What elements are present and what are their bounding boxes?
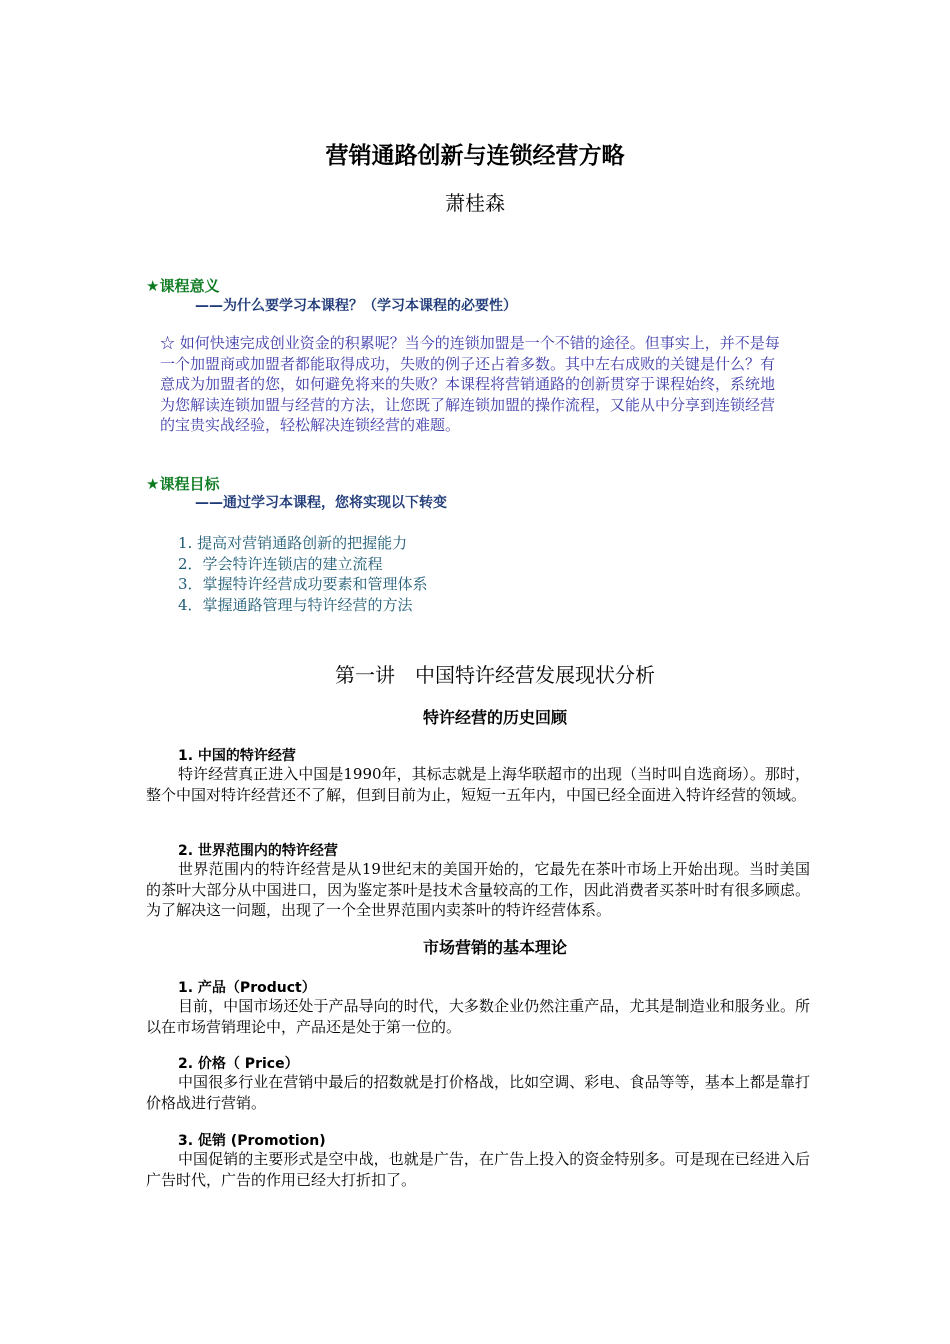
marketing-heading-2: 2. 价格（ Price） — [178, 1056, 299, 1072]
goal-item-4: 4．掌握通路管理与特许经营的方法 — [178, 596, 413, 614]
marketing-text-3: 中国促销的主要形式是空中战，也就是广告，在广告上投入的资金特别多。可是现在已经进入后广告时代，广告的作用已经大打折扣了。 — [146, 1150, 810, 1189]
history-text-2: 世界范围内的特许经营是从19世纪末的美国开始的，它最先在茶叶市场上开始出现。当时美国的茶叶大部分从中国进口，因为鉴定茶叶是技术含量较高的工作，因此消费者买茶叶时有很多顾虑。为了解决这一问题，出现了一个全世界范围内卖茶叶的特许经营体系。 — [146, 860, 810, 919]
history-text-1: 特许经营真正进入中国是1990年，其标志就是上海华联超市的出现（当时叫自选商场）。那时，整个中国对特许经营还不了解，但到目前为止，短短一五年内，中国已经全面进入特许经营的领域。 — [146, 765, 810, 804]
marketing-heading-3: 3. 促销 (Promotion) — [178, 1133, 326, 1149]
goal-item-1: 1. 提高对营销通路创新的把握能力 — [178, 534, 408, 552]
course-goal-heading: ★课程目标 — [146, 475, 220, 493]
document-author: 萧桂森 — [445, 191, 505, 215]
marketing-text-1: 目前，中国市场还处于产品导向的时代，大多数企业仍然注重产品，尤其是制造业和服务业。所以在市场营销理论中，产品还是处于第一位的。 — [146, 997, 810, 1036]
course-meaning-heading: ★课程意义 — [146, 277, 220, 295]
goal-item-3: 3．掌握特许经营成功要素和管理体系 — [178, 575, 428, 593]
history-heading-1: 1. 中国的特许经营 — [178, 748, 296, 764]
course-meaning-paragraph: ☆ 如何快速完成创业资金的积累呢？当今的连锁加盟是一个不错的途径。但事实上，并不是每一个加盟商或加盟者都能取得成功，失败的例子还占着多数。其中左右成败的关键是什么？有意成为加盟者的您，如何避免将来的失败？本课程将营销通路的创新贯穿于课程始终，系统地为您解读连锁加盟与经营的方法，让您既了解连锁加盟的操作流程，又能从中分享到连锁经营的宝贵实战经验，轻松解决连锁经营的难题。 — [160, 334, 780, 435]
marketing-text-2: 中国很多行业在营销中最后的招数就是打价格战，比如空调、彩电、食品等等，基本上都是靠打价格战进行营销。 — [146, 1073, 810, 1112]
course-goal-subheading: ——通过学习本课程，您将实现以下转变 — [195, 495, 447, 511]
marketing-heading-1: 1. 产品（Product） — [178, 980, 316, 996]
history-title: 特许经营的历史回顾 — [422, 708, 567, 727]
course-meaning-subheading: ——为什么要学习本课程？（学习本课程的必要性） — [195, 298, 517, 314]
document-title: 营销通路创新与连锁经营方略 — [325, 143, 625, 169]
marketing-title: 市场营销的基本理论 — [422, 938, 567, 957]
lecture-title: 第一讲 中国特许经营发展现状分析 — [335, 663, 655, 687]
history-heading-2: 2. 世界范围内的特许经营 — [178, 843, 338, 859]
goal-item-2: 2．学会特许连锁店的建立流程 — [178, 555, 383, 573]
